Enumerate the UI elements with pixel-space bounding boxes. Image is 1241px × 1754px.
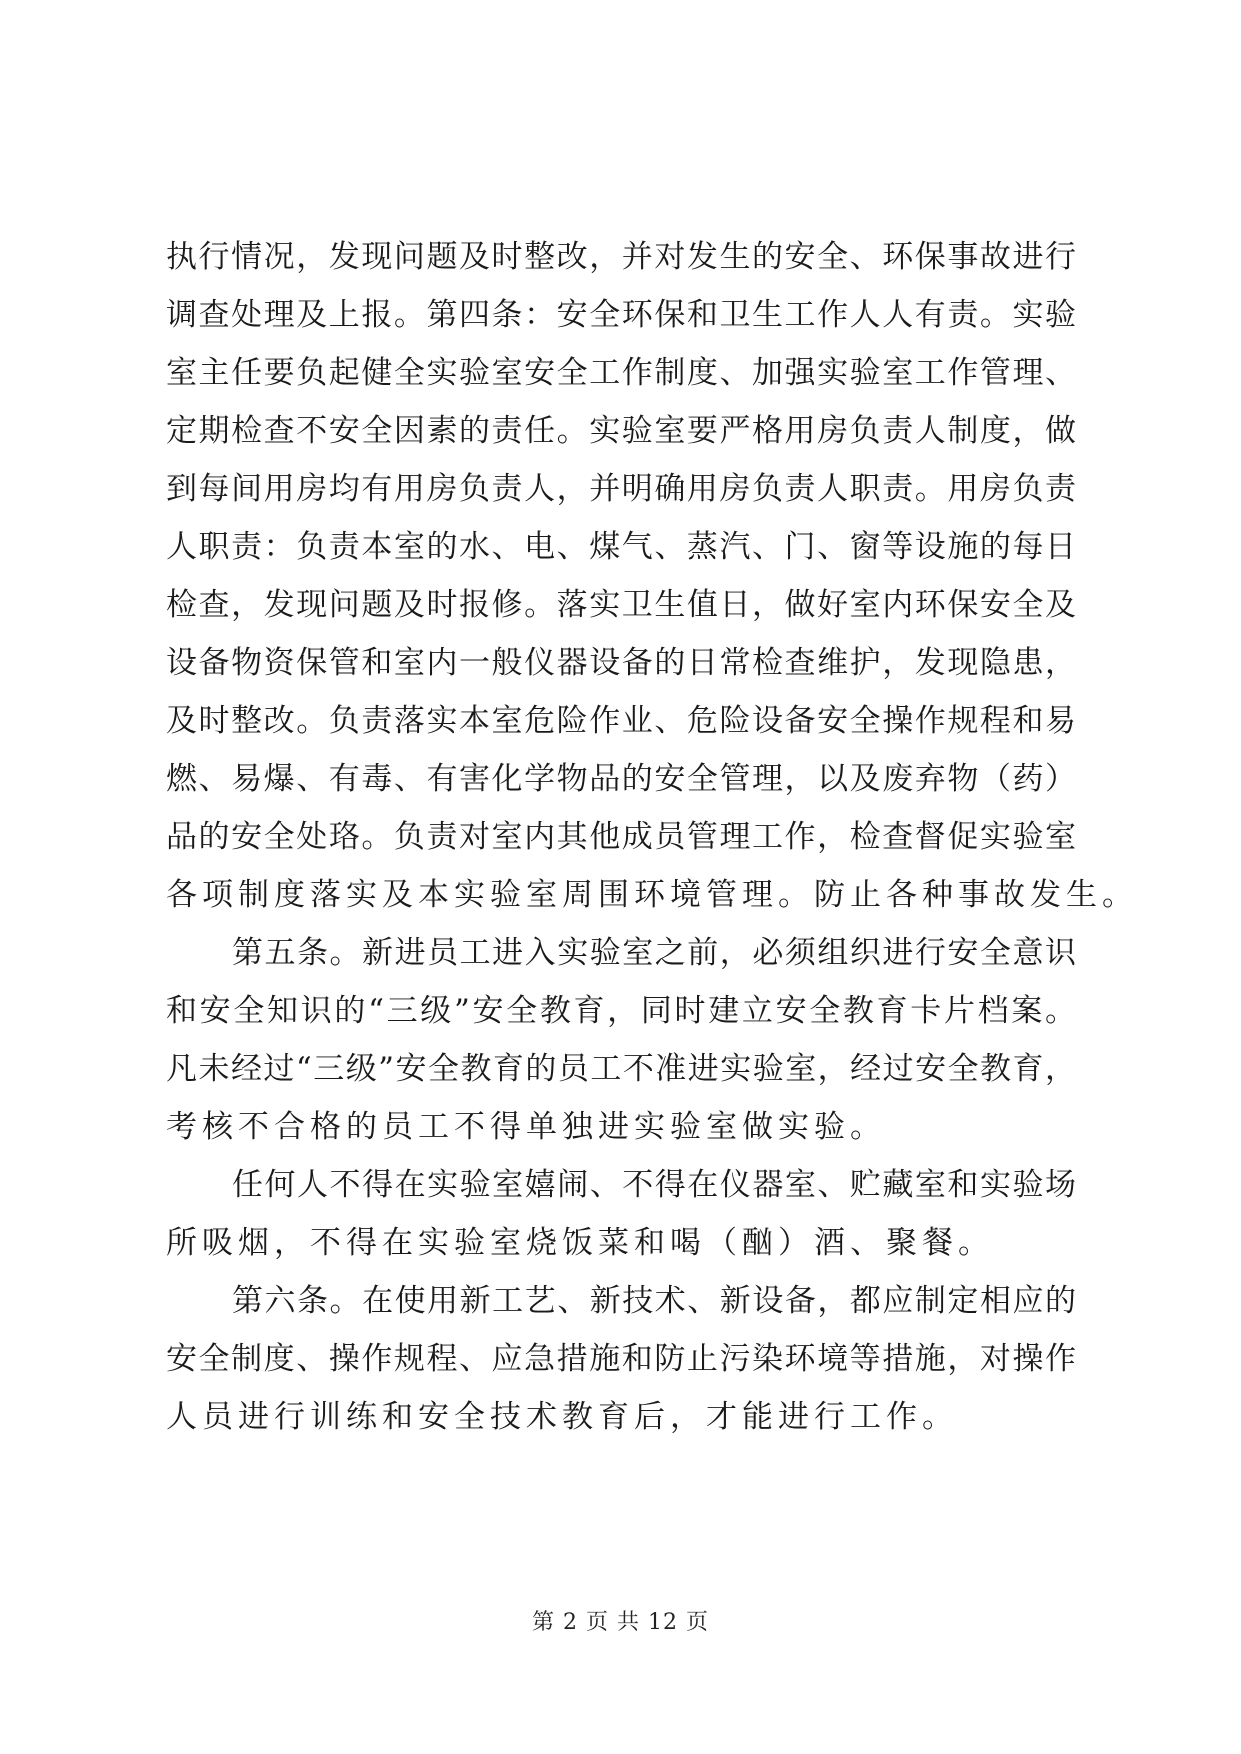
text-line: 所吸烟，不得在实验室烧饭菜和喝（酗）酒、聚餐。 xyxy=(166,1225,994,1261)
text-line: 和安全知识的“三级”安全教育，同时建立安全教育卡片档案。 xyxy=(166,993,1076,1029)
page-number-footer: 第 2 页 共 12 页 xyxy=(532,1610,709,1635)
text-line: 凡未经过“三级”安全教育的员工不准进实验室，经过安全教育， xyxy=(166,1051,1076,1087)
text-line: 品的安全处珞。负责对室内其他成员管理工作，检查督促实验室 xyxy=(166,819,1076,855)
text-line: 到每间用房均有用房负责人，并明确用房负责人职责。用房负责 xyxy=(166,471,1076,507)
text-line: 调查处理及上报。第四条：安全环保和卫生工作人人有责。实验 xyxy=(166,297,1076,333)
text-line: 燃、易爆、有毒、有害化学物品的安全管理，以及废弃物（药） xyxy=(166,761,1076,797)
text-line: 执行情况，发现问题及时整改，并对发生的安全、环保事故进行 xyxy=(166,239,1076,275)
text-line: 设备物资保管和室内一般仪器设备的日常检查维护，发现隐患， xyxy=(166,645,1076,681)
paragraph-start-line: 任何人不得在实验室嬉闹、不得在仪器室、贮藏室和实验场 xyxy=(232,1167,1076,1203)
text-line: 及时整改。负责落实本室危险作业、危险设备安全操作规程和易 xyxy=(166,703,1076,739)
text-line: 人职责：负责本室的水、电、煤气、蒸汽、门、窗等设施的每日 xyxy=(166,529,1076,565)
text-line: 各项制度落实及本实验室周围环境管理。防止各种事故发生。 xyxy=(166,877,1138,913)
paragraph-start-line: 第六条。在使用新工艺、新技术、新设备，都应制定相应的 xyxy=(232,1283,1076,1319)
paragraph-start-line: 第五条。新进员工进入实验室之前，必须组织进行安全意识 xyxy=(232,935,1076,971)
text-line: 人员进行训练和安全技术教育后，才能进行工作。 xyxy=(166,1399,958,1435)
text-line: 检查，发现问题及时报修。落实卫生值日，做好室内环保安全及 xyxy=(166,587,1076,623)
document-body xyxy=(166,228,1138,1446)
text-line: 定期检查不安全因素的责任。实验室要严格用房负责人制度，做 xyxy=(166,413,1076,449)
text-line: 安全制度、操作规程、应急措施和防止污染环境等措施，对操作 xyxy=(166,1341,1076,1377)
text-line: 室主任要负起健全实验室安全工作制度、加强实验室工作管理、 xyxy=(166,355,1076,391)
text-line: 考核不合格的员工不得单独进实验室做实验。 xyxy=(166,1109,886,1145)
